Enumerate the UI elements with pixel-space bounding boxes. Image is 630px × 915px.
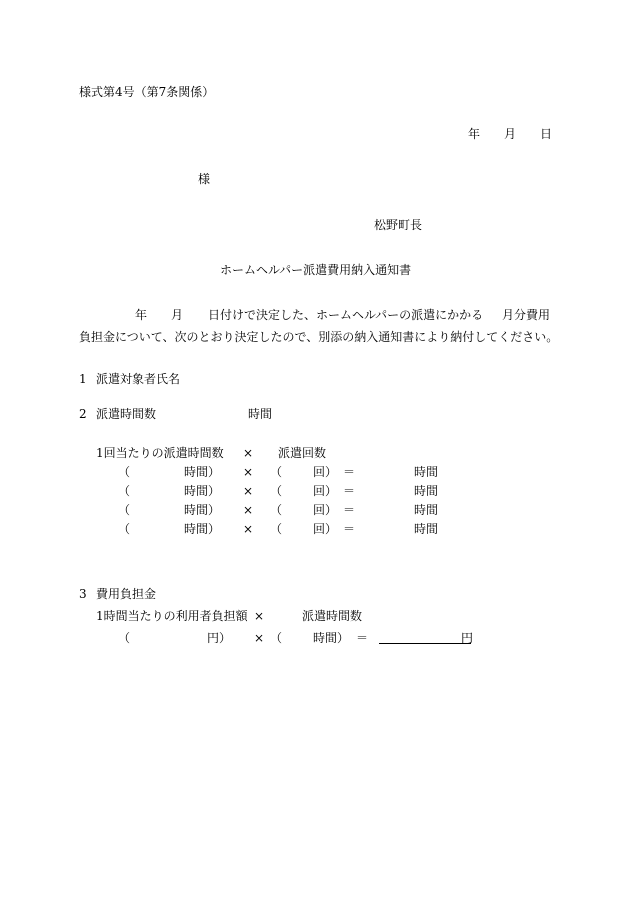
section2-formula-left: 1回当たりの派遣時間数 — [96, 446, 224, 460]
row-result: 時間 — [414, 465, 439, 479]
date-day: 日 — [540, 127, 553, 141]
row-eq: ＝ — [343, 465, 356, 479]
section3-open2: （ — [270, 631, 283, 645]
row-eq: ＝ — [343, 522, 356, 536]
section3-unit1: 円） — [207, 631, 232, 645]
row-eq: ＝ — [343, 503, 356, 517]
row-unit2: 回） — [313, 465, 338, 479]
row-op: × — [243, 465, 254, 479]
section2-label: 派遣時間数 — [96, 407, 157, 421]
section2-unit: 時間 — [248, 407, 273, 421]
section3-formula-right: 派遣時間数 — [302, 609, 363, 623]
form-id: 様式第4号（第7条関係） — [79, 85, 215, 99]
date-year: 年 — [468, 127, 481, 141]
row-unit1: 時間） — [184, 465, 221, 479]
section3-result: 円 — [461, 631, 474, 645]
row-unit1: 時間） — [184, 522, 221, 536]
row-result: 時間 — [414, 484, 439, 498]
intro-month2: 月分費用 — [502, 308, 551, 322]
row-unit1: 時間） — [184, 503, 221, 517]
row-open2: （ — [270, 465, 283, 479]
row-open: （ — [118, 522, 131, 536]
section2-number: 2 — [79, 407, 87, 421]
amount-underline — [379, 643, 471, 644]
section3-open: （ — [118, 631, 131, 645]
row-op: × — [243, 503, 254, 517]
row-open2: （ — [270, 522, 283, 536]
intro-line1: 日付けで決定した、ホームヘルパーの派遣にかかる — [208, 308, 484, 322]
row-unit1: 時間） — [184, 484, 221, 498]
intro-year: 年 — [135, 308, 148, 322]
section1-number: 1 — [79, 372, 87, 386]
row-result: 時間 — [414, 522, 439, 536]
section3-formula-left: 1時間当たりの利用者負担額 — [96, 609, 248, 623]
row-unit2: 回） — [313, 503, 338, 517]
row-eq: ＝ — [343, 484, 356, 498]
row-open: （ — [118, 465, 131, 479]
section3-unit2: 時間） — [313, 631, 350, 645]
section3-formula-op: × — [254, 609, 265, 623]
row-unit2: 回） — [313, 522, 338, 536]
section3-label: 費用負担金 — [96, 587, 157, 601]
issuer: 松野町長 — [374, 218, 423, 232]
row-unit2: 回） — [313, 484, 338, 498]
row-op: × — [243, 484, 254, 498]
section3-number: 3 — [79, 587, 87, 601]
row-open2: （ — [270, 503, 283, 517]
section3-op: × — [254, 631, 265, 645]
row-open: （ — [118, 484, 131, 498]
intro-line2: 負担金について、次のとおり決定したので、別添の納入通知書により納付してください。 — [79, 330, 559, 344]
date-month: 月 — [504, 127, 517, 141]
section3-eq: ＝ — [356, 631, 369, 645]
intro-month: 月 — [171, 308, 184, 322]
section2-formula-op: × — [243, 446, 254, 460]
row-open: （ — [118, 503, 131, 517]
section1-label: 派遣対象者氏名 — [96, 372, 181, 386]
row-open2: （ — [270, 484, 283, 498]
addressee-suffix: 様 — [198, 172, 211, 186]
row-result: 時間 — [414, 503, 439, 517]
document-title: ホームヘルパー派遣費用納入通知書 — [220, 263, 412, 277]
section2-formula-right: 派遣回数 — [278, 446, 327, 460]
row-op: × — [243, 522, 254, 536]
